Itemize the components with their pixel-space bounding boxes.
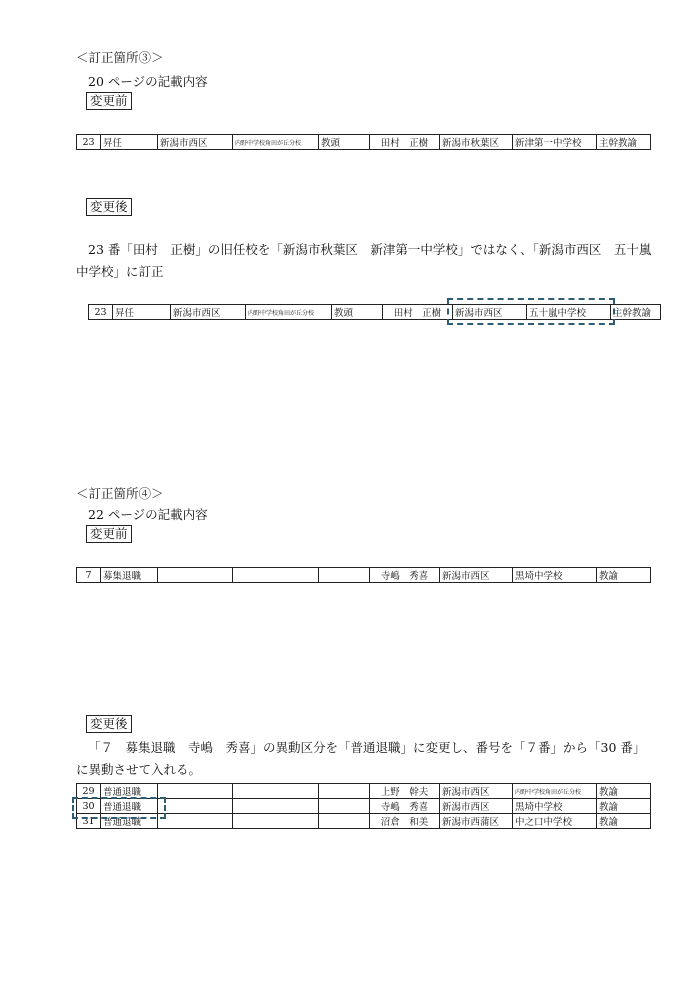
cell-number: 7 (77, 568, 101, 583)
section-3-title: ＜訂正箇所③＞ (76, 50, 164, 65)
cell-new-district: 新潟市西区 (158, 135, 233, 150)
cell-name: 寺嶋 秀喜 (370, 568, 440, 583)
cell-number: 29 (77, 784, 101, 799)
cell-category: 昇任 (101, 135, 158, 150)
section-4-page-ref: 22 ページの記載内容 (88, 507, 208, 522)
cell-name: 田村 正樹 (370, 135, 440, 150)
section-3-note-line-1: 23 番「田村 正樹」の旧任校を「新潟市秋葉区 新津第一中学校」ではなく、「新潟市西区 五十嵐 (88, 242, 652, 257)
section-4-title: ＜訂正箇所④＞ (76, 486, 164, 501)
cell-category: 募集退職 (101, 568, 158, 583)
cell-old-position: 主幹教諭 (597, 135, 651, 150)
cell-new-position: 教頭 (332, 305, 383, 320)
cell-old-school: 新津第一中学校 (513, 135, 597, 150)
cell-old-district: 新潟市秋葉区 (440, 135, 513, 150)
cell-number: 23 (77, 135, 101, 150)
cell-new-district (158, 784, 233, 799)
cell-old-district: 新潟市西区 (440, 784, 513, 799)
cell-name: 田村 正樹 (383, 305, 453, 320)
cell-new-position (319, 814, 370, 829)
cell-new-school: 内野中学校角田が丘分校 (233, 135, 319, 150)
cell-old-school: 黒埼中学校 (513, 568, 597, 583)
section-3-note-line-2: 中学校」に訂正 (76, 264, 164, 279)
cell-new-school (233, 568, 319, 583)
section-3-after-label: 変更後 (86, 198, 132, 216)
cell-old-position: 教諭 (597, 784, 651, 799)
cell-new-district: 新潟市西区 (171, 305, 246, 320)
cell-new-position (319, 568, 370, 583)
cell-category: 普通退職 (101, 799, 158, 814)
cell-old-district: 新潟市西区 (453, 305, 527, 320)
cell-new-school (233, 814, 319, 829)
section-4-before-table (76, 567, 651, 583)
cell-old-position: 教諭 (597, 799, 651, 814)
section-3-before-label: 変更前 (86, 92, 132, 110)
cell-category: 普通退職 (101, 784, 158, 799)
cell-name: 沼倉 和美 (370, 814, 440, 829)
cell-name: 寺嶋 秀喜 (370, 799, 440, 814)
section-3-page-ref: 20 ページの記載内容 (88, 74, 208, 89)
cell-old-district: 新潟市西区 (440, 568, 513, 583)
table-row (77, 135, 651, 150)
correction-highlight-box (447, 298, 615, 325)
cell-category: 昇任 (113, 305, 171, 320)
cell-old-school: 黒埼中学校 (513, 799, 597, 814)
cell-old-position: 教諭 (597, 568, 651, 583)
cell-number: 30 (77, 799, 101, 814)
cell-new-district (158, 814, 233, 829)
cell-category: 普通退職 (101, 814, 158, 829)
cell-old-position: 主幹教諭 (611, 305, 661, 320)
cell-old-school: 内野中学校角田が丘分校 (513, 784, 597, 799)
section-4-before-label: 変更前 (86, 525, 132, 543)
cell-new-district (158, 568, 233, 583)
section-4-note-line-2: に異動させて入れる。 (76, 762, 202, 777)
cell-new-position: 教頭 (319, 135, 370, 150)
cell-new-school (233, 799, 319, 814)
section-4-after-label: 変更後 (86, 715, 132, 733)
cell-old-school: 五十嵐中学校 (527, 305, 611, 320)
table-row (77, 568, 651, 583)
section-3-before-table (76, 134, 651, 150)
cell-name: 上野 幹夫 (370, 784, 440, 799)
cell-old-district: 新潟市西区 (440, 799, 513, 814)
cell-old-district: 新潟市西蒲区 (440, 814, 513, 829)
cell-new-school: 内野中学校角田が丘分校 (246, 305, 332, 320)
cell-old-position: 教諭 (597, 814, 651, 829)
cell-new-district (158, 799, 233, 814)
cell-new-school (233, 784, 319, 799)
correction-highlight-box (72, 797, 166, 819)
cell-old-school: 中之口中学校 (513, 814, 597, 829)
cell-new-position (319, 784, 370, 799)
cell-number: 31 (77, 814, 101, 829)
cell-new-position (319, 799, 370, 814)
cell-number: 23 (89, 305, 113, 320)
section-4-note-line-1: 「７ 募集退職 寺嶋 秀喜」の異動区分を「普通退職」に変更し、番号を「７番」から「30 番」 (88, 740, 646, 755)
